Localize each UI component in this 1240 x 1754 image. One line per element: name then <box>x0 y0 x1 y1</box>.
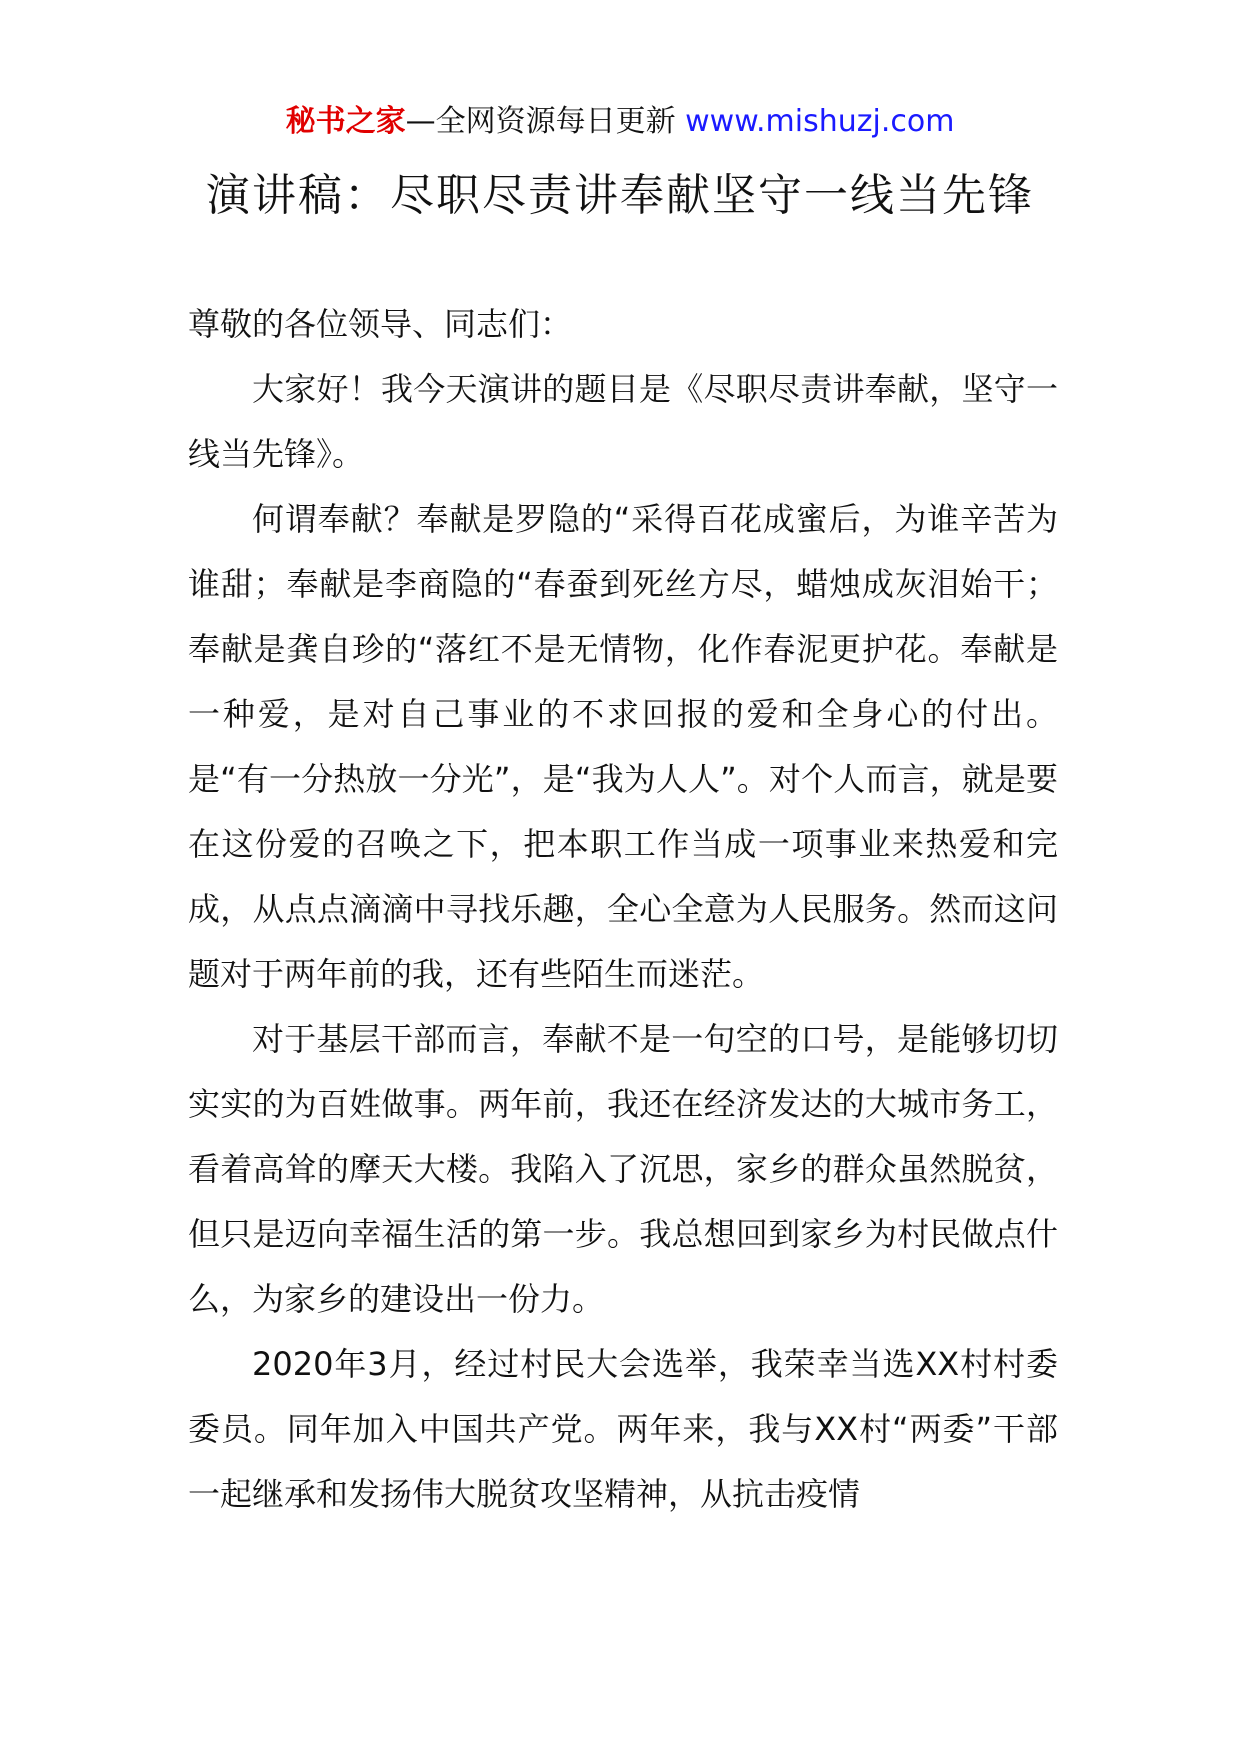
site-tagline: —全网资源每日更新 <box>405 104 686 139</box>
paragraph: 大家好！我今天演讲的题目是《尽职尽责讲奉献，坚守一线当先锋》。 <box>188 370 1058 473</box>
document-body <box>188 292 1058 1527</box>
salutation: 尊敬的各位领导、同志们： <box>188 305 573 343</box>
paragraph: 何谓奉献？奉献是罗隐的“采得百花成蜜后，为谁辛苦为谁甜；奉献是李商隐的“春蚕到死丝方尽，蜡烛成灰泪始干；奉献是龚自珍的“落红不是无情物，化作春泥更护花。奉献是一种爱，是对自己事业的不求回报的爱和全身心的付出。是“有一分热放一分光”，是“我为人人”。对个人而言，就是要在这份爱的召唤之下，把本职工作当成一项事业来热爱和完成，从点点滴滴中寻找乐趣，全心全意为人民服务。然而这问题对于两年前的我，还有些陌生而迷茫。 <box>188 500 1058 993</box>
document-title: 演讲稿：尽职尽责讲奉献坚守一线当先锋 <box>206 170 1034 221</box>
paragraph: 2020年3月，经过村民大会选举，我荣幸当选XX村村委委员。同年加入中国共产党。两年来，我与XX村“两委”干部一起继承和发扬伟大脱贫攻坚精神，从抗击疫情 <box>188 1345 1058 1513</box>
site-header <box>0 100 1240 144</box>
paragraph: 对于基层干部而言，奉献不是一句空的口号，是能够切切实实的为百姓做事。两年前，我还在经济发达的大城市务工，看着高耸的摩天大楼。我陷入了沉思，家乡的群众虽然脱贫，但只是迈向幸福生活的第一步。我总想回到家乡为村民做点什么，为家乡的建设出一份力。 <box>188 1020 1058 1318</box>
site-brand: 秘书之家 <box>285 104 406 139</box>
site-url-link[interactable]: www.mishuzj.com <box>685 104 955 139</box>
